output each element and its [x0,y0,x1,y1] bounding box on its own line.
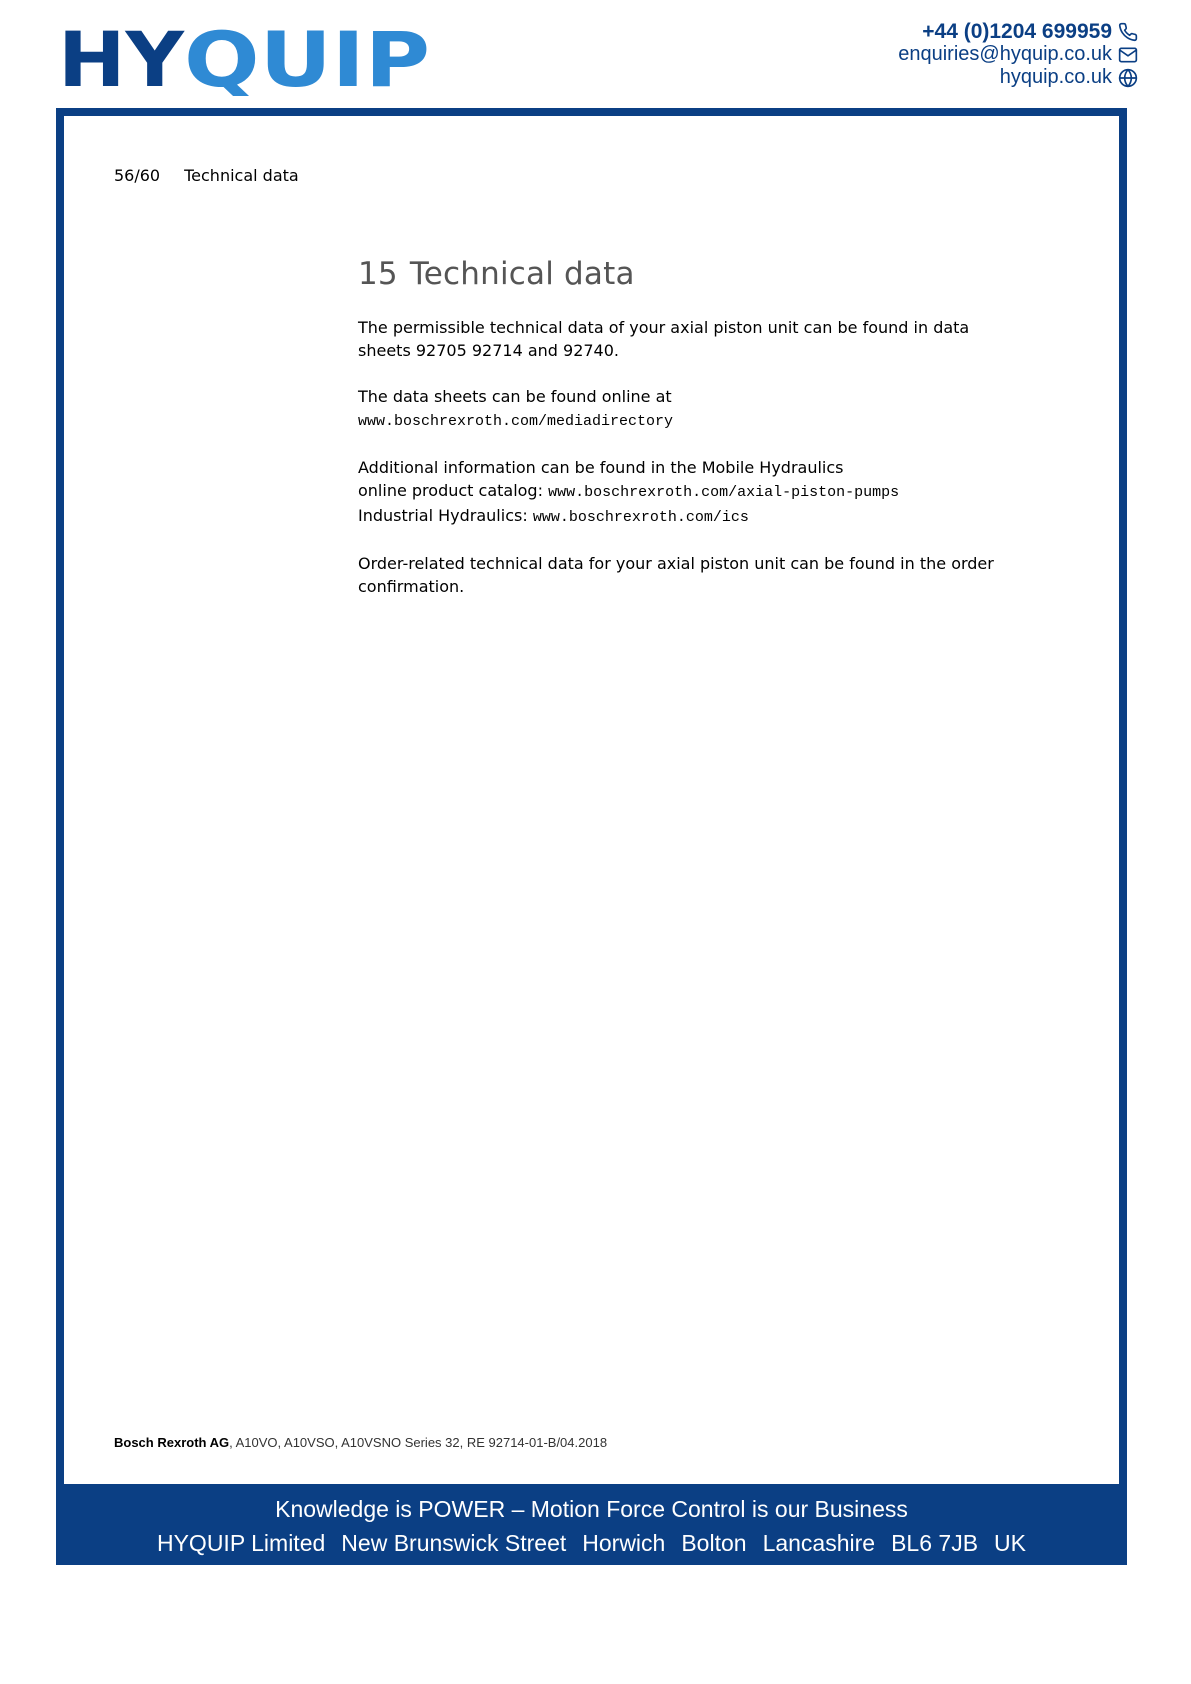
address-town: Horwich [582,1530,666,1556]
running-header [114,166,299,185]
catalog-label: online product catalog: [358,481,543,500]
company-name: Bosch Rexroth AG [114,1435,230,1450]
ics-link[interactable]: www.boschrexroth.com/ics [532,509,749,526]
media-directory-link[interactable]: www.boschrexroth.com/mediadirectory [358,413,674,430]
additional-info-line1: Additional information can be found in the Mobile Hydraulics [358,458,844,477]
footer-slogan: Knowledge is POWER – Motion Force Control is our Business [275,1496,908,1522]
address-county: Lancashire [762,1530,876,1556]
paragraph-datasheets: The permissible technical data of your axial piston unit can be found in data sheets 92705 92714 and 92740. [358,318,970,360]
phone-number[interactable]: +44 (0)1204 699959 [922,19,1112,43]
phone-icon [1118,22,1138,42]
paragraph-online [358,385,1018,433]
envelope-icon [1118,45,1138,65]
section-heading [358,256,1018,292]
contact-phone-row [898,20,1138,43]
contact-block [898,20,1138,89]
address-street: New Brunswick Street [341,1530,567,1556]
logo-text-quip: QUIP [184,24,430,96]
axial-piston-pumps-link[interactable]: www.boschrexroth.com/axial-piston-pumps [548,484,900,501]
section-title: Technical data [409,256,635,292]
paragraph-online-text: The data sheets can be found online at [358,387,672,406]
paragraph-additional-info [358,456,1018,529]
address-postcode: BL6 7JB [891,1530,979,1556]
address-company: HYQUIP Limited [156,1530,326,1556]
paragraph-order-related: Order-related technical data for your axial piston unit can be found in the order confirmation. [358,554,994,596]
document-reference [114,1435,607,1450]
section-content [358,256,1018,621]
section-number: 15 [358,256,398,292]
contact-website-row [898,66,1138,89]
website-link[interactable]: hyquip.co.uk [999,66,1112,88]
email-address[interactable]: enquiries@hyquip.co.uk [898,43,1112,65]
contact-email-row [898,43,1138,66]
logo-text-hy: HY [58,24,186,96]
page-number: 56/60 [114,166,161,185]
hyquip-logo [58,24,432,96]
globe-icon [1118,68,1138,88]
footer-banner [56,1484,1127,1565]
industrial-label: Industrial Hydraulics: [358,506,528,525]
address-country: UK [994,1530,1026,1556]
footer-address [56,1530,1127,1557]
reference-text: , A10VO, A10VSO, A10VSNO Series 32, RE 92714-01-B/04.2018 [229,1435,608,1450]
running-title: Technical data [184,166,299,185]
address-city: Bolton [681,1530,747,1556]
